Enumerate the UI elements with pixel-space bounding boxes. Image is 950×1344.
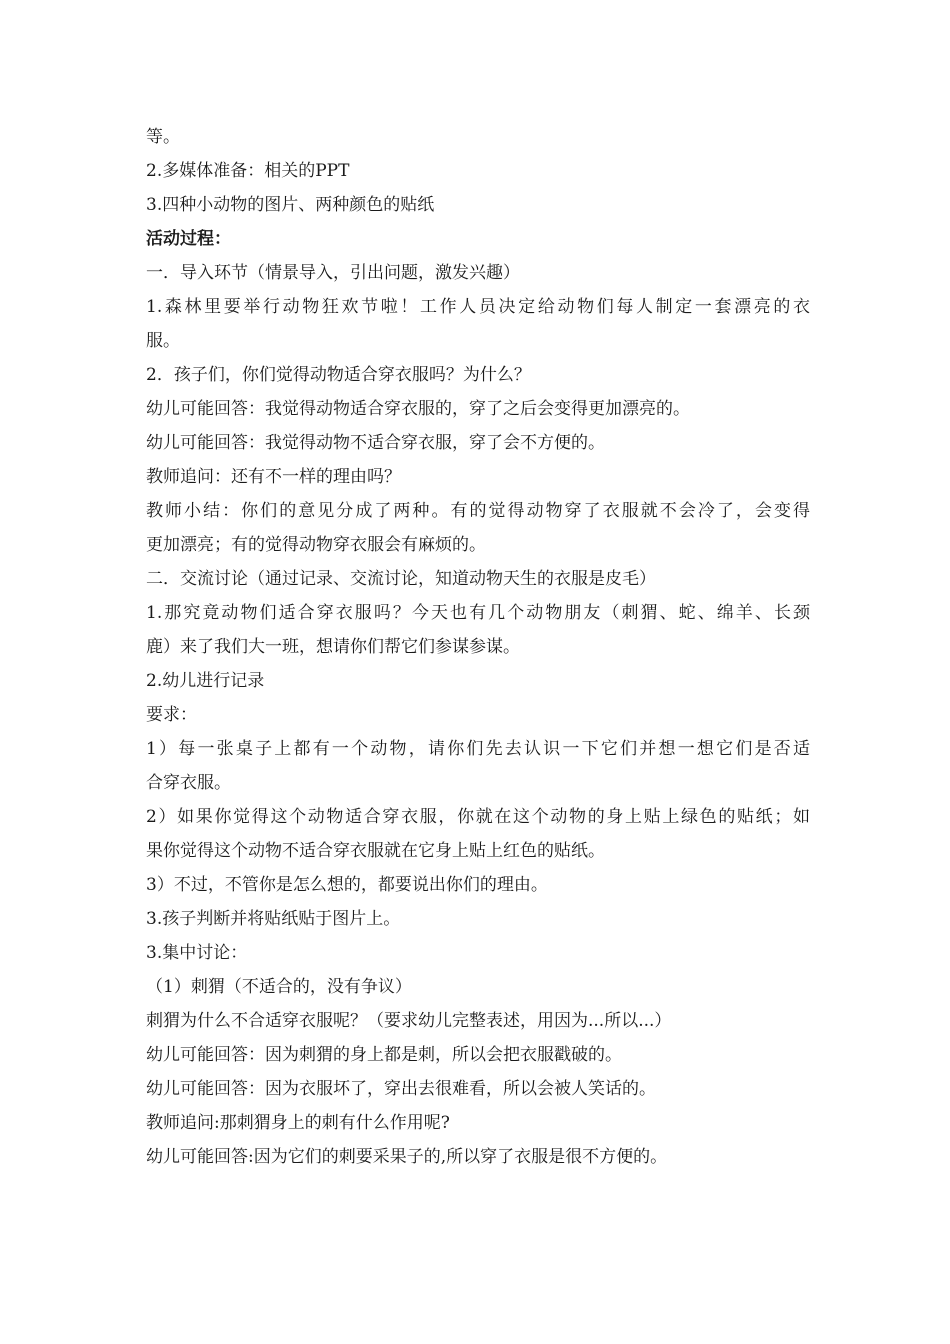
text-line: 3.孩子判断并将贴纸贴于图片上。 xyxy=(146,909,401,929)
text-line: 更加漂亮；有的觉得动物穿衣服会有麻烦的。 xyxy=(146,535,486,555)
text-line: 3.集中讨论： xyxy=(146,943,248,963)
text-line: （1）刺猬（不适合的，没有争议） xyxy=(146,977,412,997)
text-line: 教师追问:那刺猬身上的刺有什么作用呢? xyxy=(146,1113,450,1133)
text-line: 3）不过，不管你是怎么想的，都要说出你们的理由。 xyxy=(146,875,548,895)
text-line: 教师小结：你们的意见分成了两种。有的觉得动物穿了衣服就不会冷了，会变得 xyxy=(146,501,810,521)
text-line: 2.幼儿进行记录 xyxy=(146,671,265,691)
text-line: 果你觉得这个动物不适合穿衣服就在它身上贴上红色的贴纸。 xyxy=(146,841,605,861)
text-line: 2．孩子们，你们觉得动物适合穿衣服吗？为什么？ xyxy=(146,365,531,385)
text-line: 合穿衣服。 xyxy=(146,773,231,793)
text-line: 幼儿可能回答：因为衣服坏了，穿出去很难看，所以会被人笑话的。 xyxy=(146,1079,656,1099)
text-line: 幼儿可能回答:因为它们的刺要采果子的,所以穿了衣服是很不方便的。 xyxy=(146,1147,668,1167)
text-line: 幼儿可能回答：我觉得动物适合穿衣服的，穿了之后会变得更加漂亮的。 xyxy=(146,399,690,419)
text-line: 等。 xyxy=(146,127,180,147)
text-line: 3.四种小动物的图片、两种颜色的贴纸 xyxy=(146,195,435,215)
text-line: 二．交流讨论（通过记录、交流讨论，知道动物天生的衣服是皮毛） xyxy=(146,569,656,589)
text-line: 2）如果你觉得这个动物适合穿衣服，你就在这个动物的身上贴上绿色的贴纸；如 xyxy=(146,807,810,827)
text-line: 1.森林里要举行动物狂欢节啦！工作人员决定给动物们每人制定一套漂亮的衣 xyxy=(146,297,810,317)
text-line: 幼儿可能回答：我觉得动物不适合穿衣服，穿了会不方便的。 xyxy=(146,433,605,453)
text-line: 服。 xyxy=(146,331,180,351)
section-heading: 活动过程： xyxy=(146,229,231,249)
text-line: 1）每一张桌子上都有一个动物，请你们先去认识一下它们并想一想它们是否适 xyxy=(146,739,810,759)
text-line: 1.那究竟动物们适合穿衣服吗？今天也有几个动物朋友（刺猬、蛇、绵羊、长颈 xyxy=(146,603,810,623)
document-body xyxy=(146,120,810,1174)
text-line: 鹿）来了我们大一班，想请你们帮它们参谋参谋。 xyxy=(146,637,520,657)
text-line: 幼儿可能回答：因为刺猬的身上都是刺，所以会把衣服戳破的。 xyxy=(146,1045,622,1065)
text-line: 2.多媒体准备：相关的PPT xyxy=(146,161,350,181)
text-line: 教师追问：还有不一样的理由吗？ xyxy=(146,467,401,487)
text-line: 刺猬为什么不合适穿衣服呢？（要求幼儿完整表述，用因为...所以...） xyxy=(146,1011,672,1031)
text-line: 要求： xyxy=(146,705,197,725)
text-line: 一．导入环节（情景导入，引出问题，激发兴趣） xyxy=(146,263,520,283)
